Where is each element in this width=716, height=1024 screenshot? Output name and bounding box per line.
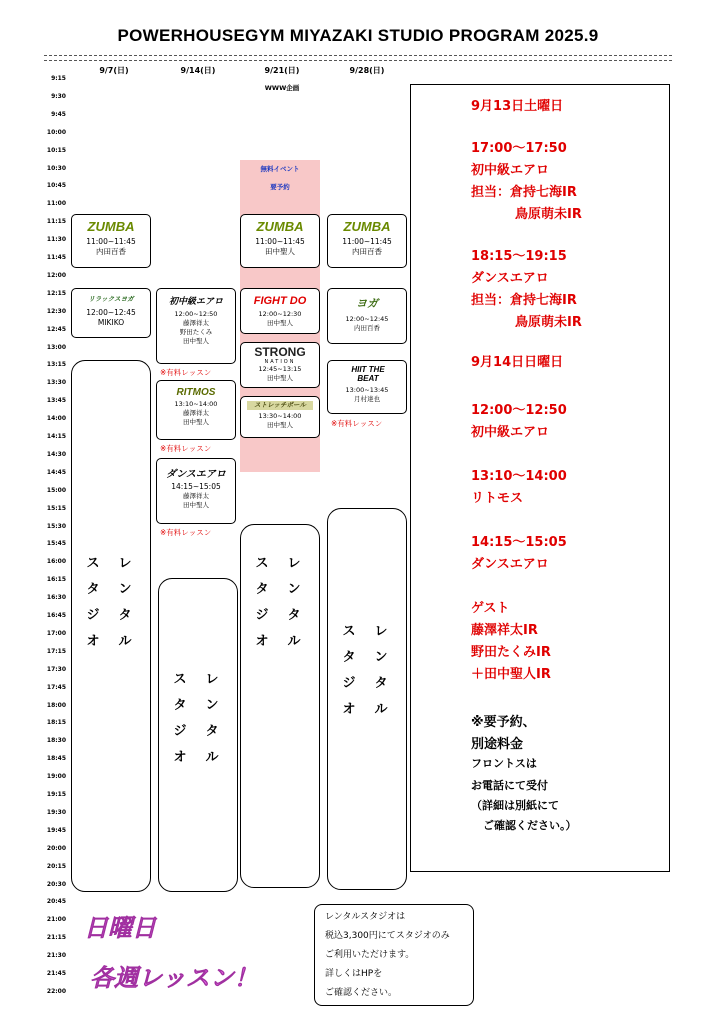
- time-label: 10:30: [46, 164, 66, 172]
- rental-studio-block[interactable]: [71, 360, 151, 892]
- rental-char: タ: [86, 582, 100, 597]
- time-label: 16:15: [46, 576, 66, 584]
- announce-note: ご確認ください。）: [483, 819, 577, 832]
- day-header: 9/7(日): [99, 66, 129, 75]
- class-instructor: MIKIKO: [97, 318, 125, 327]
- time-label: 15:30: [46, 522, 66, 530]
- time-label: 12:30: [46, 307, 66, 315]
- time-label: 19:45: [46, 826, 66, 834]
- time-label: 20:15: [46, 862, 66, 870]
- hiit-beat-logo: HIIT THE BEAT: [351, 365, 385, 383]
- class-card-hiit-the-beat[interactable]: [327, 360, 407, 414]
- class-time: 12:00~12:45: [345, 315, 389, 323]
- time-label: 20:00: [46, 844, 66, 852]
- time-label: 10:15: [46, 146, 66, 154]
- www-label: WWW企画: [264, 84, 300, 92]
- time-label: 12:15: [46, 289, 66, 297]
- class-instructor: 田中聖人: [265, 247, 295, 256]
- rental-char: ジ: [86, 608, 100, 623]
- time-label: 21:30: [46, 952, 66, 960]
- announce-date: 9月14日日曜日: [471, 355, 564, 370]
- rental-char: ス: [173, 672, 187, 687]
- rental-char: オ: [255, 634, 269, 649]
- announce-class: 初中級エアロ: [471, 425, 550, 440]
- strong-logo: STRONG: [254, 345, 306, 359]
- time-label: 10:00: [46, 128, 66, 136]
- time-label: 19:15: [46, 791, 66, 798]
- time-label: 20:30: [46, 880, 66, 888]
- class-time: 13:00~13:45: [345, 386, 389, 394]
- rental-char: ル: [287, 634, 301, 649]
- announce-time: 14:15～15:05: [471, 535, 567, 550]
- stretch-logo: ストレッチポール: [247, 401, 313, 410]
- sunday-banner: 各週レッスン！: [90, 964, 258, 992]
- class-instructor: 田中聖人: [183, 418, 209, 426]
- time-label: 18:30: [46, 737, 66, 745]
- announce-date: 9月13日土曜日: [471, 99, 564, 114]
- class-time: 11:00~11:45: [86, 237, 136, 246]
- paid-note: ※有料レッスン: [160, 528, 212, 537]
- rental-char: レ: [205, 672, 219, 687]
- rental-char: ン: [374, 650, 388, 665]
- yoga-logo: ヨガ: [356, 298, 378, 310]
- announce-time: 13:10～14:00: [471, 469, 567, 484]
- time-label: 22:00: [46, 987, 66, 995]
- class-card-dance-aero[interactable]: [156, 458, 236, 524]
- info-line: 詳しくはHPを: [325, 969, 383, 979]
- class-card-relax-yoga[interactable]: [71, 288, 151, 338]
- day-header: 9/28(日): [349, 66, 385, 75]
- paid-note: ※有料レッスン: [160, 368, 212, 377]
- class-time: 14:15~15:05: [171, 482, 221, 491]
- class-time: 13:30~14:00: [258, 412, 302, 420]
- time-label: 15:45: [46, 540, 66, 548]
- rental-char: レ: [118, 556, 132, 571]
- announce-note: フロントスは: [471, 757, 537, 770]
- rental-char: レ: [374, 624, 388, 639]
- day-header: 9/21(日): [264, 66, 300, 75]
- rental-char: ジ: [173, 724, 187, 739]
- time-label: 9:45: [51, 110, 66, 118]
- rental-char: ル: [205, 750, 219, 765]
- aero-logo: 初中級エアロ: [168, 296, 223, 306]
- class-card-fight-do[interactable]: [240, 288, 320, 334]
- time-label: 11:30: [46, 236, 66, 244]
- rental-char: ン: [287, 582, 301, 597]
- announce-lead: 担当：倉持七海IR: [471, 293, 577, 308]
- time-label: 16:30: [46, 594, 66, 602]
- info-line: ご利用いただけます。: [325, 950, 415, 960]
- time-label: 10:45: [46, 182, 66, 190]
- time-label: 11:15: [46, 218, 66, 226]
- time-label: 12:45: [46, 325, 66, 333]
- rental-char: ジ: [342, 676, 356, 691]
- time-label: 14:15: [46, 433, 66, 440]
- rental-char: タ: [342, 650, 356, 665]
- time-label: 13:15: [46, 361, 66, 369]
- time-label: 21:45: [46, 970, 66, 977]
- announce-note: （詳細は別紙にて: [471, 799, 559, 812]
- class-card-ritmos[interactable]: [156, 380, 236, 440]
- paid-note: ※有料レッスン: [160, 444, 212, 453]
- class-instructor: 野田たくみ: [179, 328, 213, 336]
- class-card-strong[interactable]: [240, 342, 320, 388]
- time-label: 18:15: [46, 719, 66, 727]
- class-instructor: 田中聖人: [267, 319, 293, 327]
- strong-sub: NATION: [264, 359, 296, 365]
- time-label: 15:00: [46, 486, 66, 494]
- class-instructor: 内田百香: [354, 324, 380, 332]
- relax-yoga-logo: リラックスヨガ: [88, 296, 134, 303]
- zumba-logo: ZUMBA: [87, 219, 135, 234]
- time-label: 14:30: [46, 450, 66, 458]
- rental-char: タ: [173, 698, 187, 713]
- rental-char: ン: [205, 698, 219, 713]
- time-label: 20:45: [46, 898, 66, 906]
- rental-char: タ: [118, 608, 132, 623]
- time-label: 16:00: [46, 558, 66, 566]
- rental-char: タ: [205, 724, 219, 739]
- announce-time: 12:00～12:50: [471, 403, 567, 418]
- announce-lead: 鳥原萌未IR: [515, 207, 582, 222]
- class-card-zumba[interactable]: [240, 214, 320, 268]
- sunday-banner: 日曜日: [84, 914, 156, 942]
- class-time: 12:45~13:15: [258, 365, 302, 373]
- class-instructor: 田中聖人: [183, 501, 209, 509]
- class-card-yoga[interactable]: [327, 288, 407, 344]
- time-label: 18:45: [46, 755, 66, 763]
- rental-studio-block[interactable]: [240, 524, 320, 888]
- class-time: 11:00~11:45: [255, 237, 305, 246]
- info-line: 税込3,300円にてスタジオのみ: [325, 931, 450, 941]
- announce-guest-name: ＋田中聖人IR: [471, 667, 551, 682]
- event-reserve: 要予約: [270, 183, 290, 191]
- info-line: レンタルスタジオは: [325, 912, 406, 922]
- announce-time: 18:15～19:15: [471, 249, 567, 264]
- time-label: 13:00: [46, 343, 66, 351]
- info-line: ご確認ください。: [325, 988, 398, 998]
- time-label: 21:15: [46, 934, 66, 942]
- time-label: 12:00: [46, 271, 66, 279]
- rental-char: タ: [287, 608, 301, 623]
- time-label: 15:15: [46, 504, 66, 512]
- class-instructor: 内田百香: [352, 247, 382, 256]
- rental-char: オ: [86, 634, 100, 649]
- time-label: 19:30: [46, 808, 66, 816]
- class-instructor: 藤澤祥太: [183, 492, 209, 500]
- divider: [44, 60, 672, 61]
- time-label: 19:00: [46, 773, 66, 781]
- day-header: 9/14(日): [180, 66, 216, 75]
- rental-studio-block[interactable]: [327, 508, 407, 890]
- class-instructor: 内田百香: [96, 247, 126, 256]
- rental-studio-block[interactable]: [158, 578, 238, 892]
- announce-guest-name: 野田たくみIR: [471, 645, 551, 660]
- class-instructor: 藤澤祥太: [183, 409, 209, 417]
- paid-note: ※有料レッスン: [331, 419, 383, 428]
- class-card-aero[interactable]: [156, 288, 236, 364]
- zumba-logo: ZUMBA: [343, 219, 391, 234]
- class-instructor: 田中聖人: [267, 374, 293, 382]
- class-card-zumba[interactable]: [71, 214, 151, 268]
- class-instructor: 田中聖人: [267, 421, 293, 429]
- event-announcement: [410, 84, 670, 872]
- time-label: 9:30: [51, 92, 66, 100]
- time-label: 17:00: [46, 629, 66, 637]
- time-label: 13:30: [46, 379, 66, 387]
- time-label: 9:15: [51, 75, 66, 82]
- time-label: 16:45: [46, 612, 66, 619]
- class-time: 12:00~12:50: [174, 310, 218, 318]
- announce-guest-name: 藤澤祥太IR: [471, 623, 538, 638]
- rental-char: タ: [255, 582, 269, 597]
- class-time: 12:00~12:30: [258, 310, 302, 318]
- rental-char: ン: [118, 582, 132, 597]
- announce-lead: 鳥原萌未IR: [515, 315, 582, 330]
- rental-char: ル: [118, 634, 132, 649]
- class-time: 13:10~14:00: [174, 400, 218, 408]
- ritmos-logo: RITMOS: [176, 387, 216, 398]
- divider: [44, 55, 672, 56]
- page-title: POWERHOUSEGYM MIYAZAKI STUDIO PROGRAM 2025.9: [117, 26, 599, 45]
- announce-note: ※要予約、: [471, 715, 536, 730]
- announce-time: 17:00～17:50: [471, 141, 567, 156]
- time-label: 13:45: [46, 397, 66, 405]
- class-instructor: 藤澤祥太: [183, 319, 209, 327]
- announce-class: ダンスエアロ: [471, 271, 549, 286]
- rental-char: オ: [342, 702, 356, 717]
- class-instructor: 田中聖人: [183, 337, 209, 345]
- time-label: 11:45: [46, 254, 66, 261]
- time-label: 21:00: [46, 916, 66, 924]
- time-label: 17:15: [46, 647, 66, 655]
- class-card-stretch-pole[interactable]: [240, 396, 320, 438]
- time-label: 11:00: [46, 200, 66, 208]
- dance-aero-logo: ダンスエアロ: [166, 469, 226, 480]
- rental-char: レ: [287, 556, 301, 571]
- announce-lead: 担当：倉持七海IR: [471, 185, 577, 200]
- rental-info-box: [314, 904, 474, 1006]
- announce-class: 初中級エアロ: [471, 163, 550, 178]
- event-label: 無料イベント: [260, 165, 300, 173]
- time-label: 17:45: [46, 683, 66, 691]
- announce-guest: ゲスト: [471, 601, 510, 616]
- time-label: 18:00: [46, 701, 66, 709]
- announce-note: お電話にて受付: [471, 779, 548, 792]
- class-time: 11:00~11:45: [342, 237, 392, 246]
- announce-note: 別途料金: [471, 737, 524, 752]
- rental-char: オ: [173, 750, 187, 765]
- announce-class: ダンスエアロ: [471, 557, 549, 572]
- rental-char: ス: [86, 556, 100, 571]
- time-label: 14:00: [46, 415, 66, 423]
- rental-char: ス: [342, 624, 356, 639]
- class-instructor: 月村達也: [354, 395, 380, 403]
- class-time: 12:00~12:45: [86, 308, 136, 317]
- rental-char: ル: [374, 702, 388, 717]
- announce-class: リトモス: [471, 491, 524, 506]
- class-card-zumba[interactable]: [327, 214, 407, 268]
- rental-char: ス: [255, 556, 269, 571]
- fight-do-logo: FIGHT DO: [253, 295, 307, 307]
- zumba-logo: ZUMBA: [256, 219, 304, 234]
- rental-char: ジ: [255, 608, 269, 623]
- time-label: 17:30: [46, 665, 66, 673]
- time-label: 14:45: [46, 468, 66, 476]
- rental-char: タ: [374, 676, 388, 691]
